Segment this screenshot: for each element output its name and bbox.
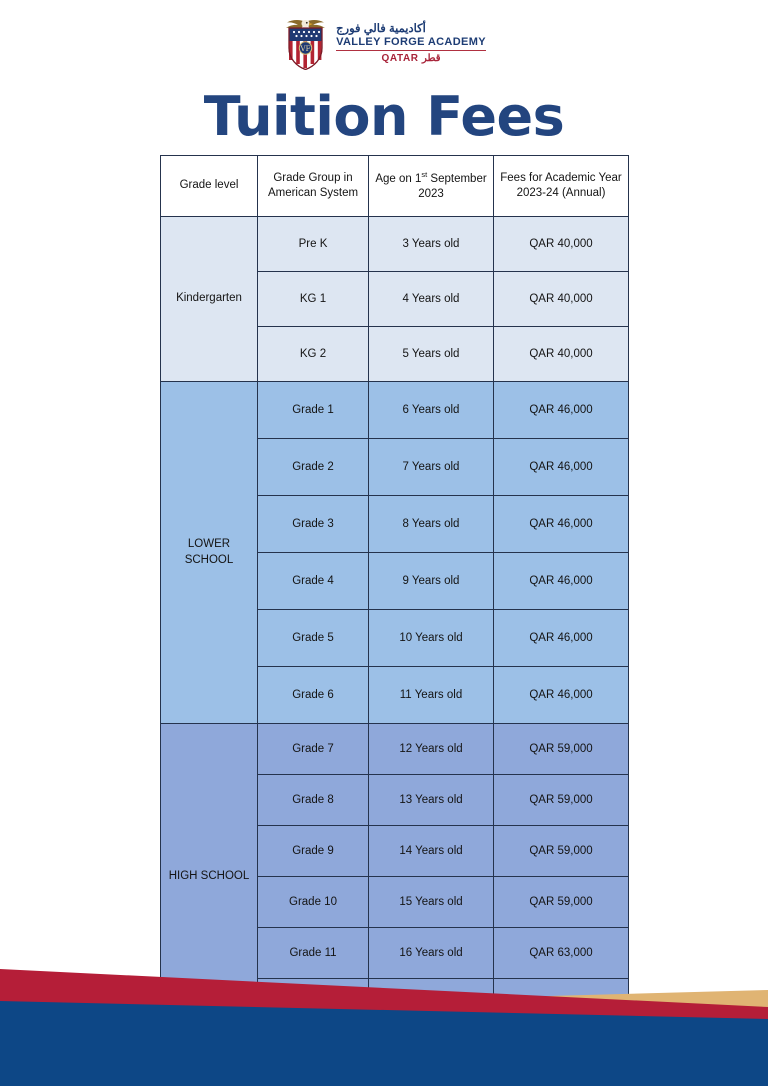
cell-grade-group: Grade 8 <box>258 775 369 826</box>
cell-age: 11 Years old <box>369 667 494 724</box>
header-age-text: Age on 1 <box>375 172 422 185</box>
table-row <box>161 382 629 439</box>
logo-english-name: VALLEY FORGE ACADEMY <box>336 35 486 48</box>
cell-grade-group: Pre K <box>258 217 369 272</box>
cell-grade-group: Grade 10 <box>258 877 369 928</box>
cell-fee: QAR 59,000 <box>494 775 629 826</box>
logo-divider <box>336 50 486 51</box>
cell-grade-group: Grade 9 <box>258 826 369 877</box>
cell-fee: QAR 46,000 <box>494 667 629 724</box>
cell-fee: QAR 59,000 <box>494 877 629 928</box>
cell-age: 16 Years old <box>369 928 494 979</box>
cell-fee: QAR 59,000 <box>494 724 629 775</box>
tuition-fees-table <box>160 155 629 1030</box>
cell-fee: QAR 63,000 <box>494 928 629 979</box>
cell-age: 14 Years old <box>369 826 494 877</box>
table-row <box>161 724 629 775</box>
header-age-date: September 2023 <box>418 172 487 200</box>
cell-fee: QAR 40,000 <box>494 272 629 327</box>
cell-grade-level: Kindergarten <box>161 217 258 382</box>
cell-age: 12 Years old <box>369 724 494 775</box>
cell-age: 15 Years old <box>369 877 494 928</box>
page-title: Tuition Fees <box>203 85 565 148</box>
cell-fee: QAR 46,000 <box>494 382 629 439</box>
logo-arabic-name: أكاديمية فالي فورج <box>336 23 426 36</box>
cell-fee: QAR 40,000 <box>494 327 629 382</box>
cell-grade-group: Grade 4 <box>258 553 369 610</box>
cell-grade-group: Grade 3 <box>258 496 369 553</box>
cell-fee: QAR 59,000 <box>494 826 629 877</box>
cell-grade-group: Grade 1 <box>258 382 369 439</box>
cell-grade-group: KG 2 <box>258 327 369 382</box>
cell-grade-group: Grade 11 <box>258 928 369 979</box>
cell-age: 6 Years old <box>369 382 494 439</box>
footer-decorative-wave <box>0 951 768 1086</box>
cell-grade-group: Grade 2 <box>258 439 369 496</box>
header-grade-level: Grade level <box>161 156 258 217</box>
cell-grade-group: KG 1 <box>258 272 369 327</box>
eagle-shield-crest-icon <box>282 18 329 70</box>
cell-age: 7 Years old <box>369 439 494 496</box>
cell-fee: QAR 46,000 <box>494 553 629 610</box>
cell-fee: QAR 46,000 <box>494 496 629 553</box>
cell-fee: QAR 46,000 <box>494 610 629 667</box>
logo-qatar-label: QATAR قطر <box>381 52 441 64</box>
cell-age: 5 Years old <box>369 327 494 382</box>
cell-age: 13 Years old <box>369 775 494 826</box>
cell-age: 8 Years old <box>369 496 494 553</box>
header-age <box>369 156 494 217</box>
cell-fee: QAR 46,000 <box>494 439 629 496</box>
header-fees: Fees for Academic Year 2023-24 (Annual) <box>494 156 629 217</box>
cell-fee: QAR 40,000 <box>494 217 629 272</box>
logo-inner <box>282 18 486 70</box>
cell-grade-group: Grade 6 <box>258 667 369 724</box>
cell-grade-group: Grade 5 <box>258 610 369 667</box>
header-age-ordinal: st <box>421 169 428 179</box>
table-header-row <box>161 156 629 217</box>
cell-grade-group: Grade 7 <box>258 724 369 775</box>
table-row <box>161 217 629 272</box>
school-logo <box>0 18 768 70</box>
cell-grade-level: HIGH SCHOOL <box>161 724 258 1030</box>
cell-age: 9 Years old <box>369 553 494 610</box>
logo-wordmark <box>336 24 486 64</box>
cell-age: 3 Years old <box>369 217 494 272</box>
svg-text:VF: VF <box>300 45 311 54</box>
cell-age: 10 Years old <box>369 610 494 667</box>
header-grade-group: Grade Group in American System <box>258 156 369 217</box>
table-body <box>161 217 629 1030</box>
cell-age: 4 Years old <box>369 272 494 327</box>
cell-grade-level: LOWER SCHOOL <box>161 382 258 724</box>
